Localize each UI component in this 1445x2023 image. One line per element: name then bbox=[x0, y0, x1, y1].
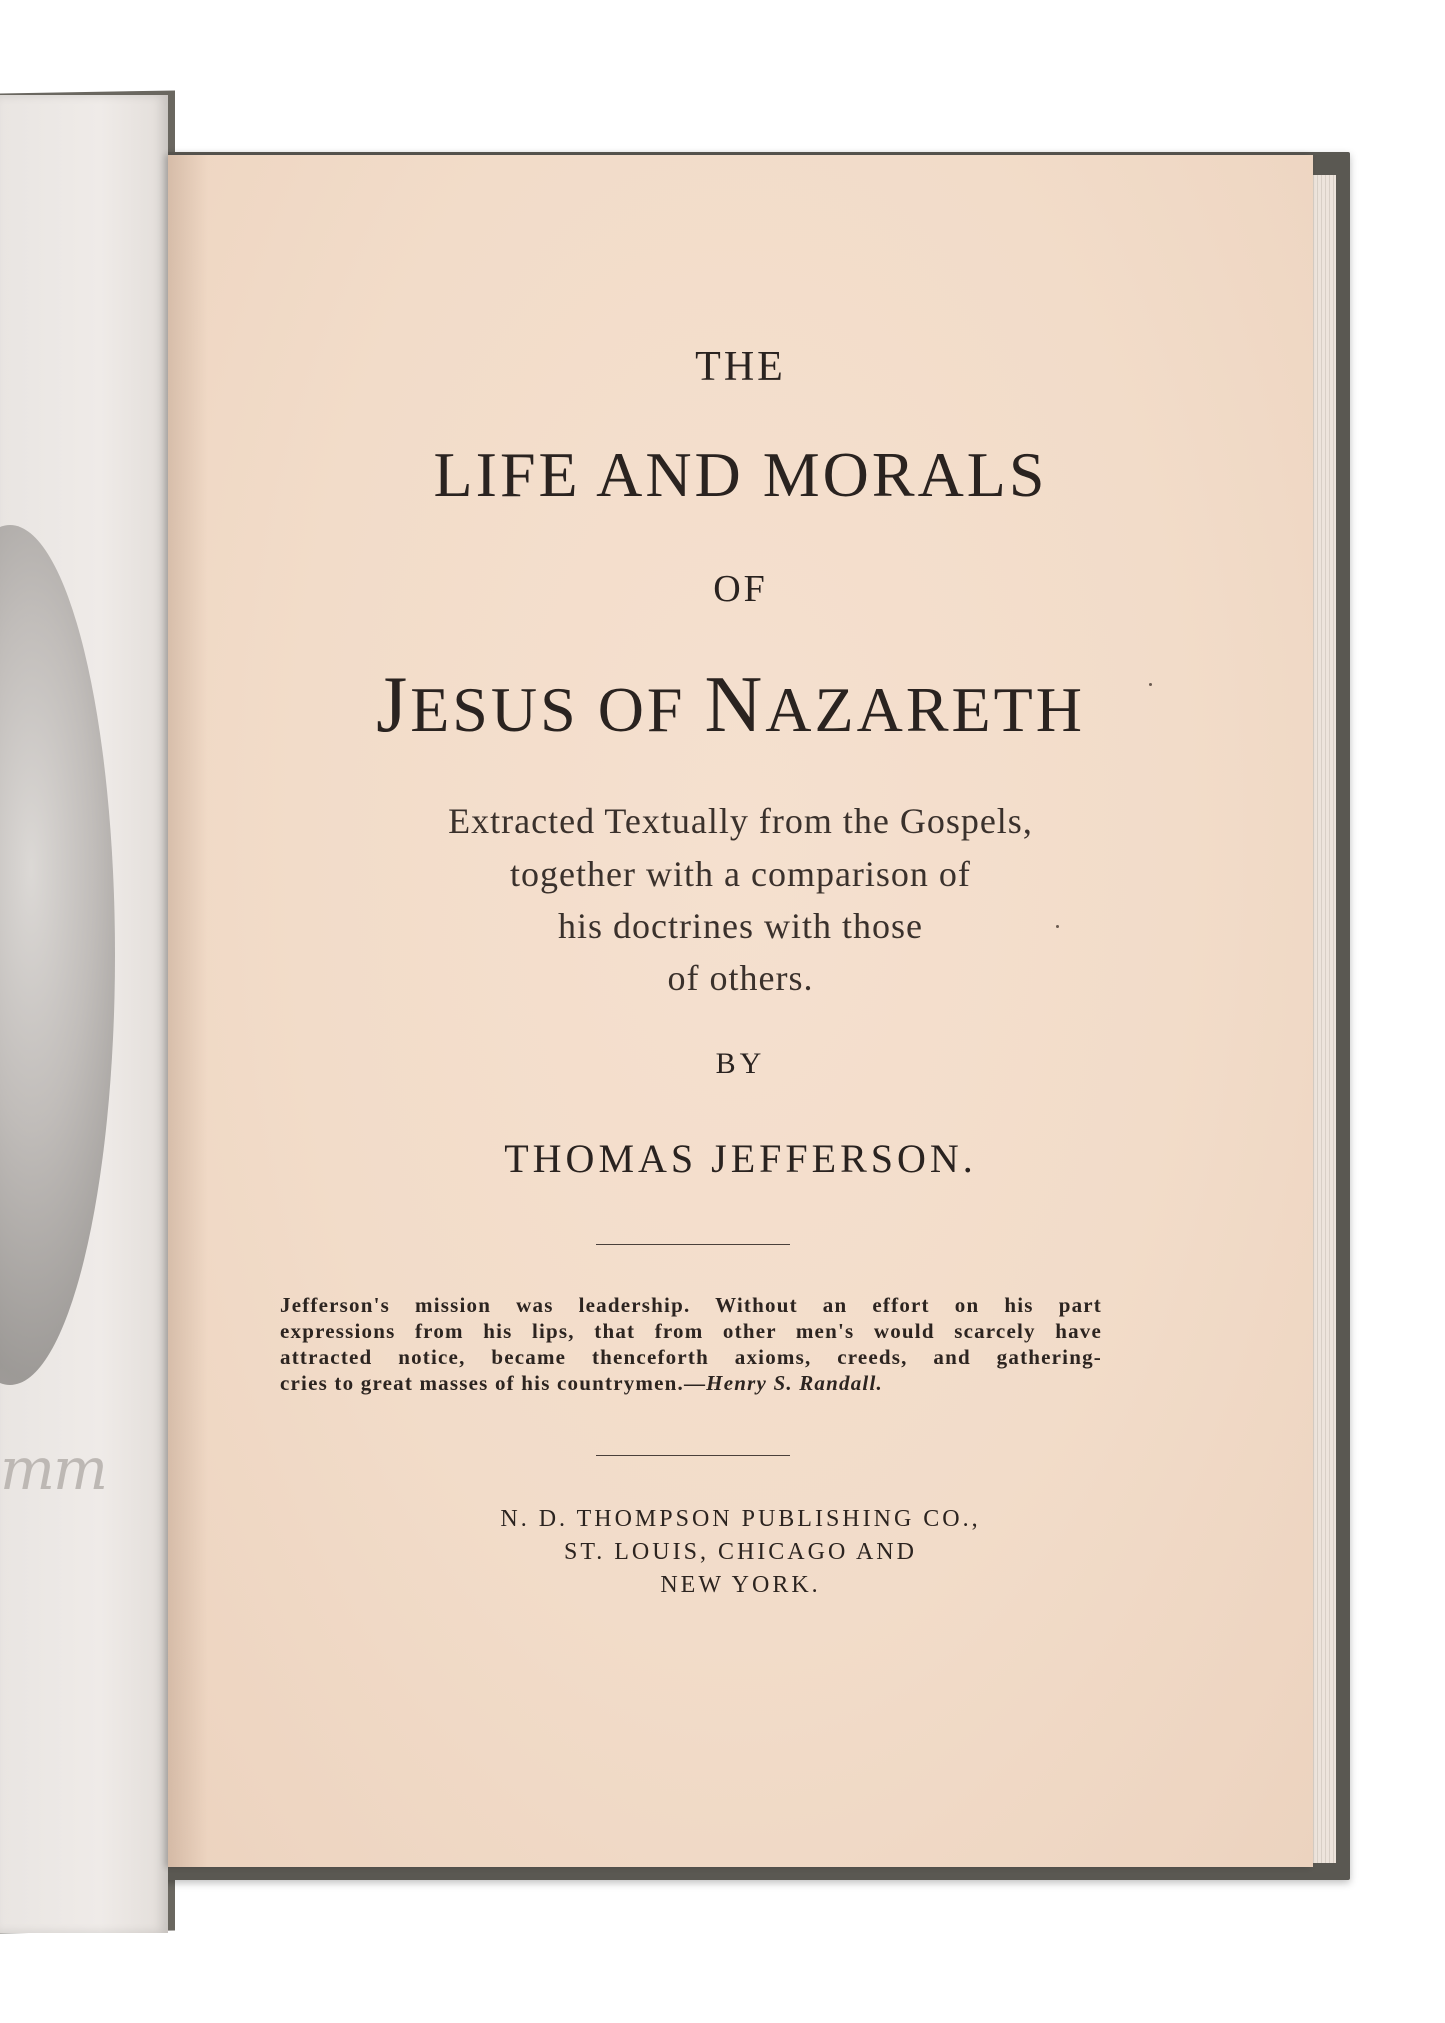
by-line: BY bbox=[715, 1047, 766, 1080]
gutter-shadow bbox=[168, 155, 208, 1867]
quote-line: attracted notice, became thenceforth axioms, creeds, and gathering- bbox=[280, 1345, 1102, 1369]
portrait-engraving bbox=[0, 525, 115, 1385]
main-title: LIFE AND MORALS bbox=[433, 439, 1048, 510]
subtitle-line: Extracted Textually from the Gospels, bbox=[448, 801, 1033, 841]
subject-azareth: AZARETH bbox=[765, 674, 1085, 745]
subtitle-line: his doctrines with those bbox=[558, 906, 923, 946]
subject-cap-j: J bbox=[376, 661, 411, 749]
subject-cap-n: N bbox=[704, 661, 766, 749]
epigraph-quote bbox=[280, 1292, 1102, 1396]
quote-line: expressions from his lips, that from other men's would scarcely have bbox=[280, 1319, 1102, 1343]
paper-speck bbox=[1149, 683, 1152, 686]
page-edges bbox=[1310, 175, 1336, 1863]
title-the: THE bbox=[695, 344, 786, 390]
subtitle-line: together with a comparison of bbox=[510, 854, 971, 894]
frontispiece-page bbox=[0, 95, 168, 1933]
publisher-line: NEW YORK. bbox=[660, 1572, 821, 1598]
signature: mm bbox=[0, 1435, 106, 1503]
divider-rule bbox=[596, 1244, 790, 1245]
paper-speck bbox=[1056, 925, 1059, 928]
publisher-line: N. D. THOMPSON PUBLISHING CO., bbox=[500, 1506, 981, 1532]
title-of: OF bbox=[713, 568, 768, 610]
publisher-line: ST. LOUIS, CHICAGO AND bbox=[564, 1539, 917, 1565]
divider-rule bbox=[596, 1455, 790, 1456]
subject-title bbox=[158, 660, 1303, 751]
subtitle-line: of others. bbox=[667, 958, 814, 998]
quote-line: cries to great masses of his countrymen.— bbox=[280, 1371, 707, 1395]
subject-esus: ESUS OF bbox=[410, 674, 705, 745]
title-page bbox=[168, 155, 1313, 1867]
quote-line-last bbox=[280, 1370, 1102, 1396]
author-name: THOMAS JEFFERSON. bbox=[504, 1136, 977, 1181]
quote-line: Jefferson's mission was leadership. Without an effort on his part bbox=[280, 1293, 1102, 1317]
quote-attribution: Henry S. Randall. bbox=[706, 1371, 883, 1395]
